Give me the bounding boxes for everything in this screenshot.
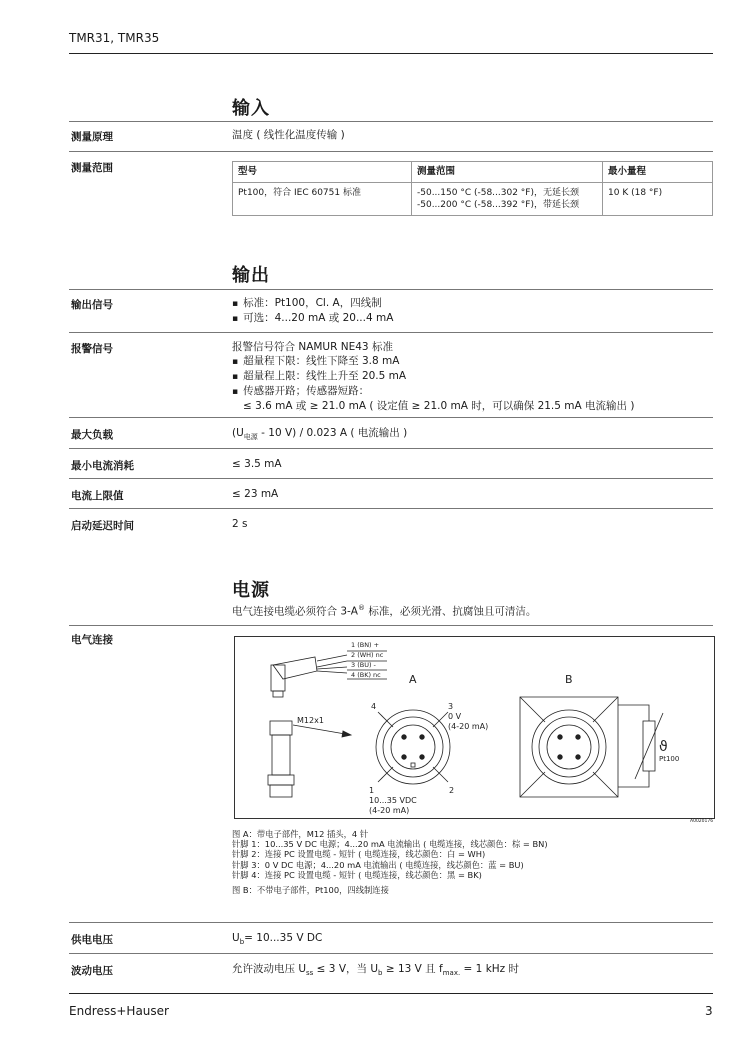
divider — [69, 953, 713, 954]
divider — [69, 625, 713, 626]
value-supply-voltage — [232, 931, 322, 949]
label-supply-voltage: 供电电压 — [71, 934, 113, 946]
label-current-limit: 电流上限值 — [71, 490, 124, 502]
pin3-current: (4-20 mA) — [448, 722, 489, 731]
supply-sub: b — [239, 938, 245, 947]
alarm-intro: 报警信号符合 NAMUR NE43 标准 — [232, 341, 393, 353]
table-header-cell: 型号 — [233, 162, 412, 183]
divider — [69, 922, 713, 923]
ripple-text: ≤ 3 V，当 U — [313, 963, 379, 975]
ripple-text: 允许波动电压 U — [232, 963, 307, 975]
intro-pre: 电气连接电缆必须符合 3-A — [232, 605, 358, 618]
pin-label-2: 2 — [449, 786, 455, 795]
theta-symbol: ϑ — [659, 739, 668, 755]
pin-label-1: 1 — [369, 786, 375, 795]
value-startup-delay: 2 s — [232, 518, 248, 530]
figure-caption-a — [232, 829, 548, 880]
list-item: ▪ 传感器开路；传感器短路： — [232, 384, 634, 399]
divider — [69, 508, 713, 509]
label-max-load: 最大负载 — [71, 429, 113, 441]
value-alarm-signal — [232, 340, 634, 413]
ripple-sub: max. — [442, 969, 461, 978]
value-output-signal — [232, 296, 393, 326]
m12-pin-face-icon — [376, 710, 450, 784]
label-electrical-connection: 电气连接 — [71, 634, 113, 646]
table-cell-min-span: 10 K (18 °F) — [603, 183, 713, 216]
list-item: ▪ 超量程上限：线性上升至 20.5 mA — [232, 369, 634, 384]
supply-value: = 10...35 V DC — [244, 932, 323, 944]
label-alarm-signal: 报警信号 — [71, 343, 113, 355]
document-header-title: TMR31, TMR35 — [69, 31, 160, 45]
list-item: ▪ 标准：Pt100，Cl. A，四线制 — [232, 296, 393, 311]
measuring-range-table — [232, 161, 713, 216]
label-a: A — [409, 673, 417, 686]
pin-label-4: 4 — [371, 702, 377, 711]
wiring-diagram — [234, 636, 715, 819]
load-sub: 电源 — [243, 433, 258, 442]
value-ripple — [232, 962, 519, 980]
caption-line: 针脚 4：连接 PC 设置电缆 - 短针 ( 电缆连接，线芯颜色：黑 = BK) — [232, 869, 482, 880]
caption-line: 针脚 3：0 V DC 电源；4...20 mA 电流输出 ( 电缆连接，线芯颜色：蓝 = BU) — [232, 859, 524, 870]
wire-label: 4 (BK) nc — [351, 671, 381, 679]
ripple-sub: b — [378, 969, 383, 978]
wire-label: 1 (BN) + — [351, 641, 380, 649]
power-intro — [232, 601, 536, 619]
label-b: B — [565, 673, 573, 686]
caption-line: 针脚 1：10...35 V DC 电源；4...20 mA 电流输出 ( 电缆连接，线芯颜色：棕 = BN) — [232, 839, 548, 850]
m12-label: M12x1 — [297, 716, 324, 725]
caption-line: 图 A：带电子部件，M12 插头，4 针 — [232, 829, 369, 839]
section-title-power: 电源 — [232, 580, 270, 601]
divider — [69, 332, 713, 333]
pin3-voltage: 0 V — [448, 712, 462, 721]
value-max-load — [232, 426, 407, 444]
section-title-input: 输入 — [232, 98, 270, 119]
header-divider — [69, 53, 713, 54]
load-post: - 10 V) / 0.023 A ( 电流输出 ) — [257, 427, 408, 439]
alarm-tail: ≤ 3.6 mA 或 ≥ 21.0 mA ( 设定值 ≥ 21.0 mA 时，可以确保 21.5 mA 电流输出 ) — [243, 400, 635, 412]
range-line: -50...200 °C (-58...392 °F)，带延长颈 — [417, 200, 579, 210]
table-cell-model: Pt100，符合 IEC 60751 标准 — [233, 183, 412, 216]
divider — [69, 417, 713, 418]
intro-post: 标准，必须光滑、抗腐蚀且可清洁。 — [365, 605, 537, 618]
label-measuring-range: 测量范围 — [71, 162, 113, 174]
table-cell-range — [412, 183, 603, 216]
value-min-current: ≤ 3.5 mA — [232, 458, 282, 470]
label-min-current: 最小电流消耗 — [71, 460, 134, 472]
divider — [69, 151, 713, 152]
sensor-body-icon — [268, 721, 294, 797]
label-startup-delay: 启动延迟时间 — [71, 520, 134, 532]
table-header-cell: 测量范围 — [412, 162, 603, 183]
list-item: ▪ 超量程下限：线性下降至 3.8 mA — [232, 354, 634, 369]
divider — [69, 289, 713, 290]
caption-line: 针脚 2：连接 PC 设置电缆 - 短针 ( 电缆连接，线芯颜色：白 = WH) — [232, 849, 486, 860]
divider — [69, 121, 713, 122]
ripple-sub: ss — [306, 969, 314, 978]
table-row — [233, 183, 713, 216]
footer-divider — [69, 993, 713, 994]
load-pre: (U — [232, 427, 244, 439]
table-header-row — [233, 162, 713, 183]
pin-label-3: 3 — [448, 702, 454, 711]
label-measuring-principle: 测量原理 — [71, 131, 113, 143]
value-current-limit: ≤ 23 mA — [232, 488, 279, 500]
intro-sup: ® — [358, 604, 365, 612]
wire-label: 3 (BU) - — [351, 661, 376, 669]
figure-code: A0020176 — [690, 819, 714, 824]
page-number: 3 — [705, 1004, 713, 1018]
section-title-output: 输出 — [232, 265, 270, 286]
footer-brand: Endress+Hauser — [69, 1004, 169, 1018]
pt100-label: Pt100 — [659, 755, 680, 763]
figure-caption-b: 图 B：不带电子部件，Pt100，四线制连接 — [232, 885, 389, 895]
pin1-current: (4-20 mA) — [369, 806, 410, 815]
label-output-signal: 输出信号 — [71, 299, 113, 311]
wire-label: 2 (WH) nc — [351, 651, 384, 659]
supply-u: U — [232, 932, 240, 944]
pt100-connection-icon — [520, 697, 663, 797]
list-item: ▪ 可选：4...20 mA 或 20...4 mA — [232, 311, 393, 326]
ripple-text: ≥ 13 V 且 f — [382, 963, 443, 975]
range-line: -50...150 °C (-58...302 °F)，无延长颈 — [417, 188, 579, 198]
label-ripple: 波动电压 — [71, 965, 113, 977]
divider — [69, 448, 713, 449]
ripple-text: = 1 kHz 时 — [460, 963, 520, 975]
divider — [69, 478, 713, 479]
value-measuring-principle: 温度 ( 线性化温度传输 ) — [232, 129, 345, 141]
table-header-cell: 最小量程 — [603, 162, 713, 183]
pin1-voltage: 10...35 VDC — [369, 796, 417, 805]
